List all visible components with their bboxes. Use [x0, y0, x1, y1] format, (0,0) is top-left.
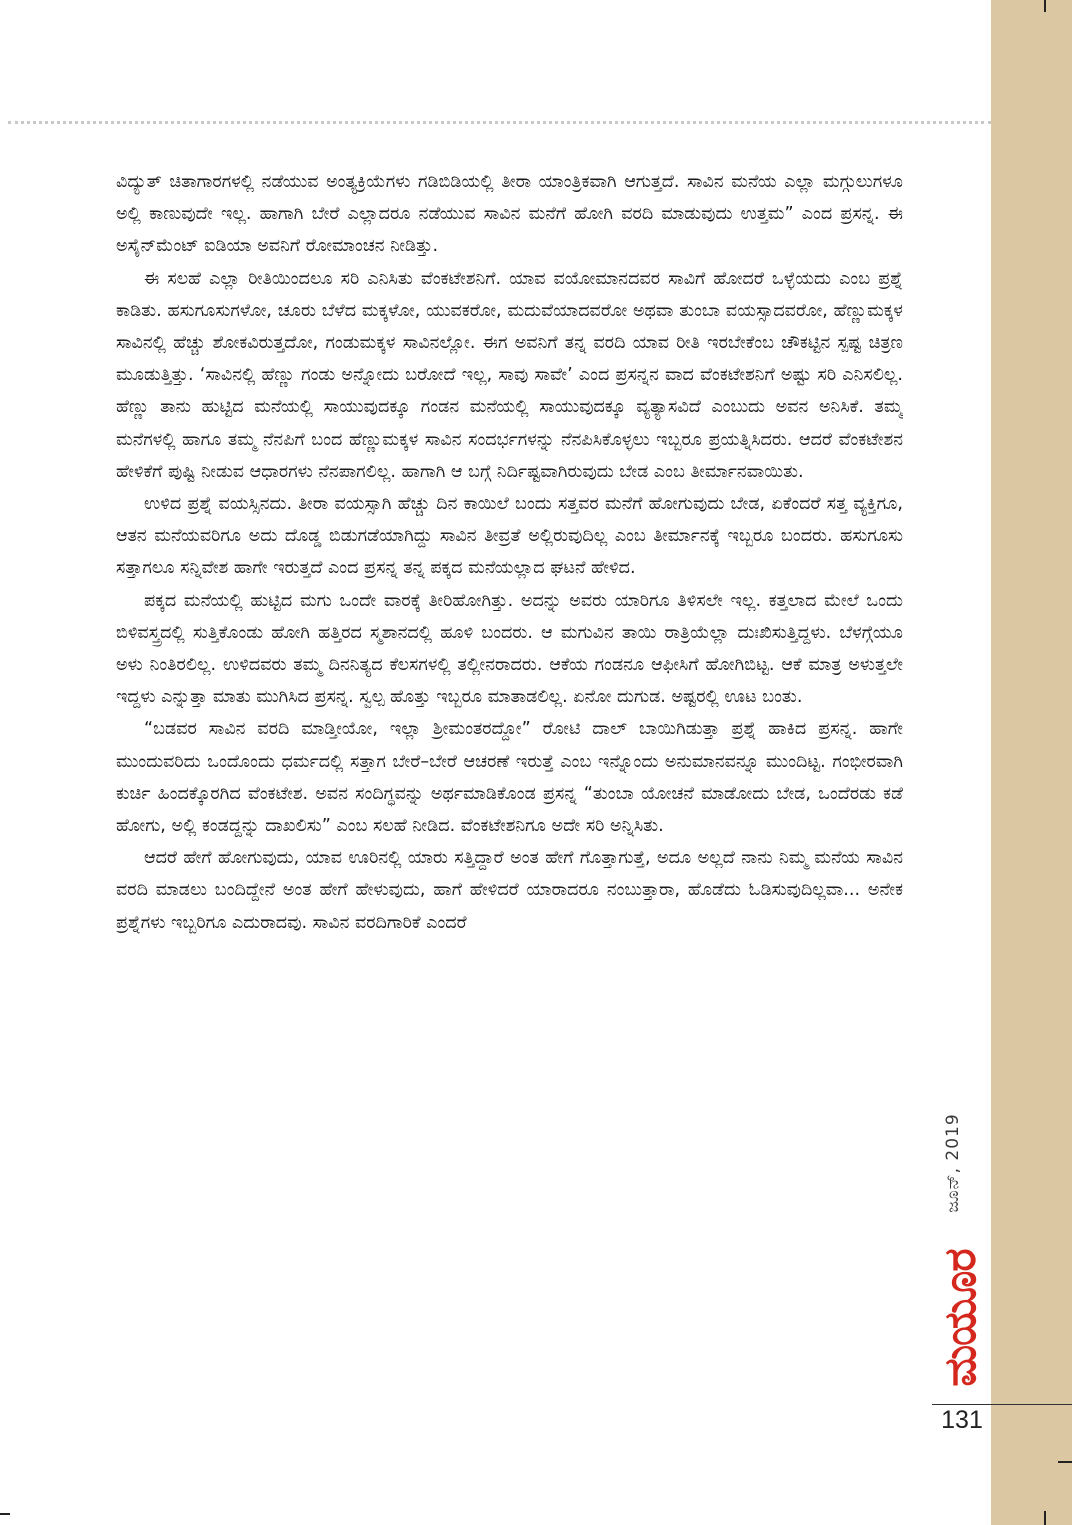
page-number: 131 [941, 1406, 983, 1434]
paragraph-3: ಉಳಿದ ಪ್ರಶ್ನೆ ವಯಸ್ಸಿನದು. ತೀರಾ ವಯಸ್ಸಾಗಿ ಹೆಚ್ಚು ದಿನ ಕಾಯಿಲೆ ಬಂದು ಸತ್ತವರ ಮನೆಗೆ ಹೋಗುವುದು ಬೇಡ, ಏಕೆಂದರೆ ಸತ್ತ ವ್ಯಕ್ತಿಗೂ, ಆತನ ಮನೆಯವರಿಗೂ ಅದು ದೊಡ್ಡ ಬಿಡುಗಡೆಯಾಗಿದ್ದು ಸಾವಿನ ತೀವ್ರತೆ ಅಲ್ಲಿರುವುದಿಲ್ಲ ಎಂಬ ತೀರ್ಮಾನಕ್ಕೆ ಇಬ್ಬರೂ ಬಂದರು. ಹಸುಗೂಸು ಸತ್ತಾಗಲೂ ಸನ್ನಿವೇಶ ಹಾಗೇ ಇರುತ್ತದೆ ಎಂದ ಪ್ರಸನ್ನ ತನ್ನ ಪಕ್ಕದ ಮನೆಯಲ್ಲಾದ ಘಟನೆ ಹೇಳಿದ. [116, 494, 903, 579]
paragraph-1: ವಿದ್ಯುತ್ ಚಿತಾಗಾರಗಳಲ್ಲಿ ನಡೆಯುವ ಅಂತ್ಯಕ್ರಿಯೆಗಳು ಗಡಿಬಿಡಿಯಲ್ಲಿ ತೀರಾ ಯಾಂತ್ರಿಕವಾಗಿ ಆಗುತ್ತದೆ. ಸಾವಿನ ಮನೆಯ ಎಲ್ಲಾ ಮಗ್ಗುಲುಗಳೂ ಅಲ್ಲಿ ಕಾಣುವುದೇ ಇಲ್ಲ. ಹಾಗಾಗಿ ಬೇರೆ ಎಲ್ಲಾದರೂ ನಡೆಯುವ ಸಾವಿನ ಮನೆಗೆ ಹೋಗಿ ವರದಿ ಮಾಡುವುದು ಉತ್ತಮ” ಎಂದ ಪ್ರಸನ್ನ. ಈ ಅಸೈನ್‌ಮೆಂಟ್ ಐಡಿಯಾ ಅವನಿಗೆ ರೋಮಾಂಚನ ನೀಡಿತ್ತು. [116, 172, 903, 257]
crop-mark-right [1058, 1461, 1072, 1463]
crop-mark-top [1044, 0, 1046, 12]
side-color-strip [991, 0, 1072, 1525]
crop-mark-bottom [1044, 1511, 1046, 1525]
paragraph-4: ಪಕ್ಕದ ಮನೆಯಲ್ಲಿ ಹುಟ್ಟಿದ ಮಗು ಒಂದೇ ವಾರಕ್ಕೆ ತೀರಿಹೋಗಿತ್ತು. ಅದನ್ನು ಅವರು ಯಾರಿಗೂ ತಿಳಿಸಲೇ ಇಲ್ಲ. ಕತ್ತಲಾದ ಮೇಲೆ ಒಂದು ಬಿಳಿವಸ್ತ್ರದಲ್ಲಿ ಸುತ್ತಿಕೊಂಡು ಹೋಗಿ ಹತ್ತಿರದ ಸ್ಮಶಾನದಲ್ಲಿ ಹೂಳಿ ಬಂದರು. ಆ ಮಗುವಿನ ತಾಯಿ ರಾತ್ರಿಯೆಲ್ಲಾ ದುಃಖಿಸುತ್ತಿದ್ದಳು. ಬೆಳಗ್ಗೆಯೂ ಅಳು ನಿಂತಿರಲಿಲ್ಲ. ಉಳಿದವರು ತಮ್ಮ ದಿನನಿತ್ಯದ ಕೆಲಸಗಳಲ್ಲಿ ತಲ್ಲೀನರಾದರು. ಆಕೆಯ ಗಂಡನೂ ಆಫೀಸಿಗೆ ಹೋಗಿಬಿಟ್ಟ. ಆಕೆ ಮಾತ್ರ ಅಳುತ್ತಲೇ ಇದ್ದಳು ಎನ್ನುತ್ತಾ ಮಾತು ಮುಗಿಸಿದ ಪ್ರಸನ್ನ. ಸ್ವಲ್ಪ ಹೊತ್ತು ಇಬ್ಬರೂ ಮಾತಾಡಲಿಲ್ಲ. ಏನೋ ದುಗುಡ. ಅಷ್ಟರಲ್ಲಿ ಊಟ ಬಂತು. [116, 590, 903, 708]
article-body [116, 166, 903, 1398]
paragraph-5: “ಬಡವರ ಸಾವಿನ ವರದಿ ಮಾಡ್ತೀಯೋ, ಇಲ್ಲಾ ಶ್ರೀಮಂತರದ್ದೋ” ರೋಟಿ ದಾಲ್ ಬಾಯಿಗಿಡುತ್ತಾ ಪ್ರಶ್ನೆ ಹಾಕಿದ ಪ್ರಸನ್ನ. ಹಾಗೇ ಮುಂದುವರಿದು ಒಂದೊಂದು ಧರ್ಮದಲ್ಲಿ ಸತ್ತಾಗ ಬೇರೆ–ಬೇರೆ ಆಚರಣೆ ಇರುತ್ತೆ ಎಂಬ ಇನ್ನೊಂದು ಅನುಮಾನವನ್ನೂ ಮುಂದಿಟ್ಟ. ಗಂಭೀರವಾಗಿ ಕುರ್ಚಿ ಹಿಂದಕ್ಕೊರಗಿದ ವೆಂಕಟೇಶ. ಅವನ ಸಂದಿಗ್ಧವನ್ನು ಅರ್ಥಮಾಡಿಕೊಂಡ ಪ್ರಸನ್ನ “ತುಂಬಾ ಯೋಚನೆ ಮಾಡೋದು ಬೇಡ, ಒಂದೆರಡು ಕಡೆ ಹೋಗು, ಅಲ್ಲಿ ಕಂಡದ್ದನ್ನು ದಾಖಲಿಸು” ಎಂಬ ಸಲಹೆ ನೀಡಿದ. ವೆಂಕಟೇಶನಿಗೂ ಅದೇ ಸರಿ ಅನ್ನಿಸಿತು. [116, 719, 903, 837]
issue-date: ಜೂನ್, 2019 [943, 1113, 963, 1213]
top-dotted-rule [8, 121, 991, 124]
crop-mark-left-bottom [0, 1513, 10, 1515]
paragraph-2: ಈ ಸಲಹೆ ಎಲ್ಲಾ ರೀತಿಯಿಂದಲೂ ಸರಿ ಎನಿಸಿತು ವೆಂಕಟೇಶನಿಗೆ. ಯಾವ ವಯೋಮಾನದವರ ಸಾವಿಗೆ ಹೋದರೆ ಒಳ್ಳೆಯದು ಎಂಬ ಪ್ರಶ್ನೆ ಕಾಡಿತು. ಹಸುಗೂಸುಗಳೋ, ಚೂರು ಬೆಳೆದ ಮಕ್ಕಳೋ, ಯುವಕರೋ, ಮದುವೆಯಾದವರೋ ಅಥವಾ ತುಂಬಾ ವಯಸ್ಸಾದವರೋ, ಹೆಣ್ಣುಮಕ್ಕಳ ಸಾವಿನಲ್ಲಿ ಹೆಚ್ಚು ಶೋಕವಿರುತ್ತದೋ, ಗಂಡುಮಕ್ಕಳ ಸಾವಿನಲ್ಲೋ. ಈಗ ಅವನಿಗೆ ತನ್ನ ವರದಿ ಯಾವ ರೀತಿ ಇರಬೇಕೆಂಬ ಚೌಕಟ್ಟಿನ ಸ್ಪಷ್ಟ ಚಿತ್ರಣ ಮೂಡುತ್ತಿತ್ತು. ‘ಸಾವಿನಲ್ಲಿ ಹೆಣ್ಣು ಗಂಡು ಅನ್ನೋದು ಬರೋದೆ ಇಲ್ಲ, ಸಾವು ಸಾವೇ’ ಎಂದ ಪ್ರಸನ್ನನ ವಾದ ವೆಂಕಟೇಶನಿಗೆ ಅಷ್ಟು ಸರಿ ಎನಿಸಲಿಲ್ಲ. ಹೆಣ್ಣು ತಾನು ಹುಟ್ಟಿದ ಮನೆಯಲ್ಲಿ ಸಾಯುವುದಕ್ಕೂ ಗಂಡನ ಮನೆಯಲ್ಲಿ ಸಾಯುವುದಕ್ಕೂ ವ್ಯತ್ಯಾಸವಿದೆ ಎಂಬುದು ಅವನ ಅನಿಸಿಕೆ. ತಮ್ಮ ಮನೆಗಳಲ್ಲಿ ಹಾಗೂ ತಮ್ಮ ನೆನಪಿಗೆ ಬಂದ ಹೆಣ್ಣುಮಕ್ಕಳ ಸಾವಿನ ಸಂದರ್ಭಗಳನ್ನು ನೆನಪಿಸಿಕೊಳ್ಳಲು ಇಬ್ಬರೂ ಪ್ರಯತ್ನಿಸಿದರು. ಆದರೆ ವೆಂಕಟೇಶನ ಹೇಳಿಕೆಗೆ ಪುಷ್ಟಿ ನೀಡುವ ಆಧಾರಗಳು ನೆನಪಾಗಲಿಲ್ಲ. ಹಾಗಾಗಿ ಆ ಬಗ್ಗೆ ನಿರ್ದಿಷ್ಟವಾಗಿರುವುದು ಬೇಡ ಎಂಬ ತೀರ್ಮಾನವಾಯಿತು. [116, 268, 903, 482]
paragraph-6: ಆದರೆ ಹೇಗೆ ಹೋಗುವುದು, ಯಾವ ಊರಿನಲ್ಲಿ ಯಾರು ಸತ್ತಿದ್ದಾರೆ ಅಂತ ಹೇಗೆ ಗೊತ್ತಾಗುತ್ತೆ, ಅದೂ ಅಲ್ಲದೆ ನಾನು ನಿಮ್ಮ ಮನೆಯ ಸಾವಿನ ವರದಿ ಮಾಡಲು ಬಂದಿದ್ದೇನೆ ಅಂತ ಹೇಗೆ ಹೇಳುವುದು, ಹಾಗೆ ಹೇಳಿದರೆ ಯಾರಾದರೂ ನಂಬುತ್ತಾರಾ, ಹೊಡೆದು ಓಡಿಸುವುದಿಲ್ಲವಾ... ಅನೇಕ ಪ್ರಶ್ನೆಗಳು ಇಬ್ಬರಿಗೂ ಎದುರಾದವು. ಸಾವಿನ ವರದಿಗಾರಿಕೆ ಎಂದರೆ [116, 848, 903, 933]
magazine-masthead: ಮಯೂರ [935, 1249, 986, 1387]
